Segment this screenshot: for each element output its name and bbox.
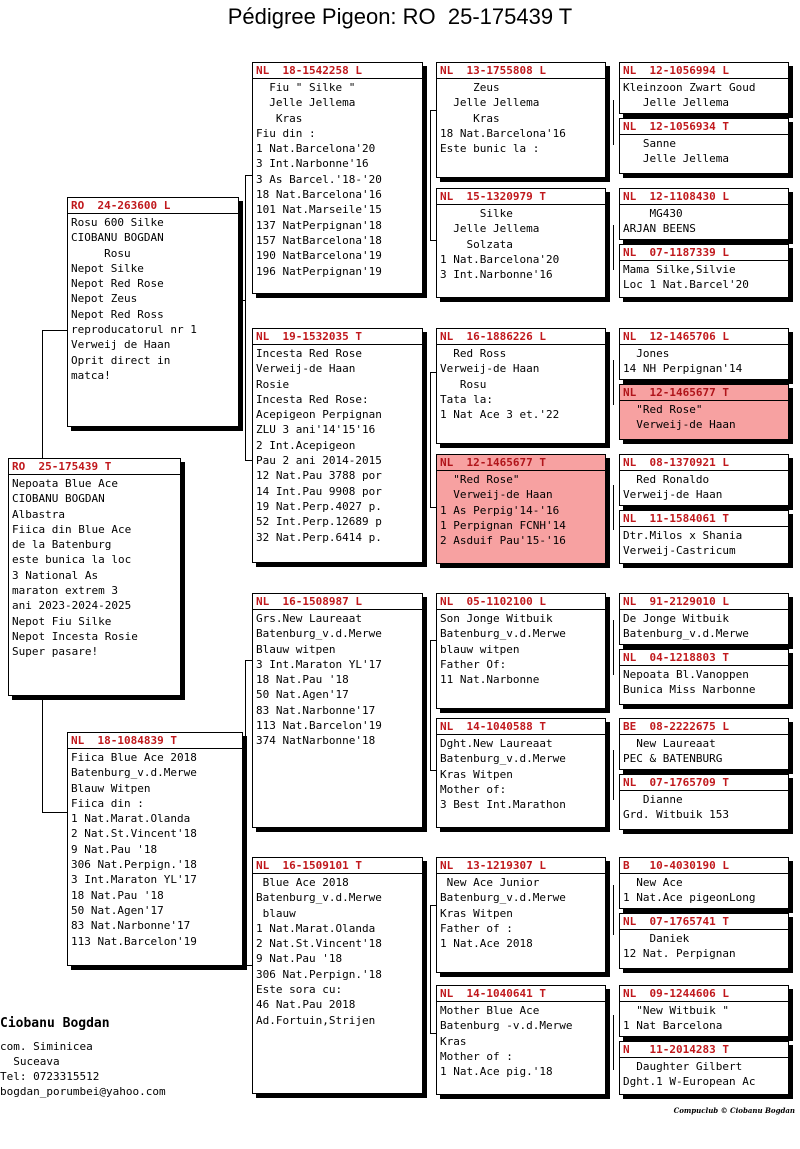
text-line: de la Batenburg <box>12 538 112 552</box>
connector-line <box>42 330 43 460</box>
pedigree-card-dam-dam[interactable] <box>252 857 423 1094</box>
text-line: Incesta Red Rose: <box>256 392 369 406</box>
connector-line <box>613 225 614 270</box>
text-line: Father of : <box>440 921 513 935</box>
connector-line <box>613 360 614 405</box>
text-line: Verweij de Haan <box>71 338 171 352</box>
text-line: Jelle Jellema <box>623 96 729 110</box>
ring-number: NL 12-1056934 T <box>620 119 788 135</box>
ring-number: NL 15-1320979 T <box>437 189 605 205</box>
ring-number: NL 18-1084839 T <box>68 733 242 749</box>
text-line: 374 NatNarbonne'18 <box>256 734 376 748</box>
text-line: New Laureaat <box>623 737 716 750</box>
text-line: Kras <box>440 1034 467 1048</box>
text-line: Red Ross <box>440 347 507 360</box>
text-line: Rosu <box>440 377 487 391</box>
text-line: Nepot Incesta Rosie <box>12 629 138 643</box>
ring-number: NL 07-1187339 L <box>620 245 788 261</box>
ring-number: NL 12-1056994 L <box>620 63 788 79</box>
text-line: 3 Best Int.Marathon <box>440 798 566 812</box>
bird-notes <box>620 930 788 963</box>
ring-number: NL 91-2129010 L <box>620 594 788 610</box>
bird-notes <box>437 79 605 157</box>
text-line: com. Siminicea <box>0 1040 93 1053</box>
ring-number: N 11-2014283 T <box>620 1042 788 1058</box>
text-line: 1 Nat.Ace 2018 <box>440 937 533 951</box>
text-line: 18 Nat.Pau '18 <box>256 673 349 687</box>
text-line: Acepigeon Perpignan <box>256 408 382 422</box>
text-line: blauw witpen <box>440 642 520 656</box>
text-line: Loc 1 Nat.Barcel'20 <box>623 278 749 292</box>
text-line: Ad.Fortuin,Strijen <box>256 1013 376 1027</box>
text-line: Verweij-de Haan <box>623 488 723 502</box>
text-line: 1 Nat Ace 3 et.'22 <box>440 408 560 422</box>
pedigree-card-g6[interactable] <box>619 384 789 440</box>
text-line: Jelle Jellema <box>623 152 729 166</box>
bird-notes <box>253 610 422 750</box>
text-line: 2 Int.Acepigeon <box>256 438 356 452</box>
pedigree-card-g16[interactable] <box>619 1041 789 1095</box>
connector-line <box>613 485 614 530</box>
bird-notes <box>620 205 788 238</box>
text-line: 1 Nat Barcelona <box>623 1019 723 1033</box>
bird-notes <box>620 874 788 907</box>
text-line: 11 Nat.Narbonne <box>440 673 540 687</box>
connector-line <box>613 885 614 935</box>
text-line: 1 Nat.Ace pigeonLong <box>623 891 756 905</box>
text-line: 1 Nat.Marat.Olanda <box>71 812 191 826</box>
text-line: New Ace <box>623 876 683 889</box>
text-line: 18 Nat.Pau '18 <box>71 888 164 902</box>
text-line: 50 Nat.Agen'17 <box>71 903 164 917</box>
text-line: 2 Nat.St.Vincent'18 <box>71 827 197 841</box>
ring-number: NL 18-1542258 L <box>253 63 422 79</box>
ring-number: NL 09-1244606 L <box>620 986 788 1002</box>
text-line: reproducatorul nr 1 <box>71 323 197 337</box>
pedigree-card-g7[interactable] <box>619 454 789 506</box>
pedigree-card-sdd[interactable] <box>436 454 606 564</box>
bird-notes <box>437 610 605 688</box>
bird-notes <box>253 874 422 1029</box>
text-line: 18 Nat.Barcelona'16 <box>440 126 566 140</box>
text-line: Oprit direct in <box>71 353 171 367</box>
ring-number: RO 25-175439 T <box>9 459 180 475</box>
text-line: Bunica Miss Narbonne <box>623 683 756 697</box>
bird-notes <box>620 1002 788 1035</box>
text-line: Este sora cu: <box>256 983 343 997</box>
bird-notes <box>620 791 788 824</box>
text-line: Verweij-de Haan <box>440 488 553 502</box>
bird-notes <box>620 1058 788 1091</box>
text-line: Batenburg_v.d.Merwe <box>440 752 566 766</box>
pedigree-card-sss[interactable] <box>436 62 606 178</box>
text-line: 3 Int.Narbonne'16 <box>440 268 553 282</box>
ring-number: NL 12-1465706 L <box>620 329 788 345</box>
pedigree-card-g9[interactable] <box>619 593 789 645</box>
text-line: Nepot Zeus <box>71 292 138 306</box>
text-line: Jones <box>623 347 670 360</box>
text-line: 83 Nat.Narbonne'17 <box>71 919 191 933</box>
text-line: Nepot Silke <box>71 261 144 275</box>
text-line: Sanne <box>623 137 676 150</box>
connector-line <box>42 812 68 813</box>
pedigree-card-dam-sire[interactable] <box>252 593 423 828</box>
text-line: 83 Nat.Narbonne'17 <box>256 703 376 717</box>
pedigree-card-g12[interactable] <box>619 774 789 830</box>
text-line: Mama Silke,Silvie <box>623 263 736 276</box>
text-line: Red Ronaldo <box>623 473 710 486</box>
text-line: 113 Nat.Barcelon'19 <box>71 934 197 948</box>
connector-line <box>613 100 614 145</box>
text-line: Dtr.Milos x Shania <box>623 529 743 542</box>
text-line: Nepot Fiu Silke <box>12 614 112 628</box>
pedigree-card-ddd[interactable] <box>436 985 606 1095</box>
bird-notes <box>620 471 788 504</box>
text-line: Jelle Jellema <box>440 96 540 110</box>
pedigree-card-sire-sire[interactable] <box>252 62 423 294</box>
text-line: De Jonge Witbuik <box>623 612 729 625</box>
ring-number: BE 08-2222675 L <box>620 719 788 735</box>
text-line: Batenburg_v.d.Merwe <box>440 627 566 641</box>
bird-notes <box>620 261 788 294</box>
ring-number: NL 12-1465677 T <box>620 385 788 401</box>
text-line: ZLU 3 ani'14'15'16 <box>256 423 376 437</box>
text-line: este bunica la loc <box>12 553 132 567</box>
pedigree-card-dam[interactable] <box>67 732 243 966</box>
owner-contact <box>0 1039 240 1099</box>
text-line: Fiica Blue Ace 2018 <box>71 751 197 764</box>
text-line: Silke <box>440 207 513 220</box>
ring-number: NL 14-1040588 T <box>437 719 605 735</box>
text-line: Rosu <box>71 246 131 260</box>
pedigree-card-g1[interactable] <box>619 62 789 114</box>
pedigree-card-dsd[interactable] <box>436 718 606 828</box>
text-line: 3 Int.Narbonne'16 <box>256 157 369 171</box>
text-line: Nepoata Blue Ace <box>12 477 118 490</box>
pedigree-card-dds[interactable] <box>436 857 606 973</box>
text-line: 46 Nat.Pau 2018 <box>256 998 356 1012</box>
pedigree-card-g4[interactable] <box>619 244 789 298</box>
pedigree-card-sire-dam[interactable] <box>252 328 423 563</box>
text-line: Tel: 0723315512 <box>0 1070 100 1083</box>
connector-line <box>245 460 252 461</box>
text-line: 1 Nat.Barcelona'20 <box>256 142 376 156</box>
text-line: Kras <box>256 111 303 125</box>
text-line: "Red Rose" <box>623 403 703 416</box>
text-line: 2 Nat.St.Vincent'18 <box>256 937 382 951</box>
text-line: Jelle Jellema <box>256 96 356 110</box>
connector-line <box>613 1015 614 1070</box>
pedigree-card-ssd[interactable] <box>436 188 606 298</box>
ring-number: NL 11-1584061 T <box>620 511 788 527</box>
text-line: Incesta Red Rose <box>256 347 362 360</box>
text-line: 3 Int.Maraton YL'17 <box>256 657 382 671</box>
page-title: Pédigree Pigeon: RO 25-175439 T <box>227 4 573 29</box>
pedigree-card-subject[interactable] <box>8 458 181 696</box>
connector-line <box>430 640 431 770</box>
text-line: ani 2023-2024-2025 <box>12 599 132 613</box>
text-line: CIOBANU BOGDAN <box>12 492 105 506</box>
bird-notes <box>68 214 238 384</box>
pedigree-card-dss[interactable] <box>436 593 606 709</box>
text-line: Super pasare! <box>12 645 99 659</box>
pedigree-card-g5[interactable] <box>619 328 789 380</box>
text-line: 14 NH Perpignan'14 <box>623 362 743 376</box>
text-line: 137 NatPerpignan'18 <box>256 218 382 232</box>
text-line: Nepoata Bl.Vanoppen <box>623 668 749 681</box>
pedigree-card-g10[interactable] <box>619 649 789 705</box>
pedigree-card-g2[interactable] <box>619 118 789 174</box>
text-line: Solzata <box>440 237 513 251</box>
ring-number: NL 14-1040641 T <box>437 986 605 1002</box>
bird-notes <box>253 345 422 546</box>
bird-notes <box>437 1002 605 1080</box>
connector-line <box>245 660 252 661</box>
text-line: Blauw witpen <box>256 642 336 656</box>
text-line: bogdan_porumbei@yahoo.com <box>0 1085 166 1098</box>
text-line: 157 NatBarcelona'18 <box>256 233 382 247</box>
text-line: "Red Rose" <box>440 473 520 486</box>
text-line: Tata la: <box>440 392 493 406</box>
text-line: Batenburg_v.d.Merwe <box>623 627 749 641</box>
text-line: Rosie <box>256 377 290 391</box>
text-line: MG430 <box>623 207 683 220</box>
text-line: 12 Nat. Perpignan <box>623 947 736 961</box>
text-line: 2 Asduif Pau'15-'16 <box>440 534 566 548</box>
ring-number: B 10-4030190 L <box>620 858 788 874</box>
ring-number: NL 12-1108430 L <box>620 189 788 205</box>
connector-line <box>430 905 431 1033</box>
text-line: 101 Nat.Marseile'15 <box>256 203 382 217</box>
owner-name: Ciobanu Bogdan <box>0 1016 110 1031</box>
bird-notes <box>620 527 788 560</box>
text-line: maraton extrem 3 <box>12 584 118 598</box>
ring-number: NL 07-1765709 T <box>620 775 788 791</box>
bird-notes <box>437 345 605 423</box>
ring-number: NL 13-1219307 L <box>437 858 605 874</box>
bird-notes <box>9 475 180 661</box>
text-line: 1 As Perpig'14-'16 <box>440 503 560 517</box>
ring-number: NL 16-1508987 L <box>253 594 422 610</box>
text-line: 32 Nat.Perp.6414 p. <box>256 530 382 544</box>
text-line: 196 NatPerpignan'19 <box>256 264 382 278</box>
text-line: Mother Blue Ace <box>440 1004 540 1017</box>
text-line: Dianne <box>623 793 683 806</box>
text-line: matca! <box>71 368 111 382</box>
ring-number: RO 24-263600 L <box>68 198 238 214</box>
text-line: 50 Nat.Agen'17 <box>256 688 349 702</box>
ring-number: NL 19-1532035 T <box>253 329 422 345</box>
text-line: 1 Nat.Marat.Olanda <box>256 921 376 935</box>
connector-line <box>42 330 68 331</box>
bird-notes <box>68 749 242 950</box>
text-line: Kleinzoon Zwart Goud <box>623 81 756 94</box>
text-line: Batenburg_v.d.Merwe <box>440 891 566 905</box>
text-line: Kras Witpen <box>440 767 513 781</box>
ring-number: NL 13-1755808 L <box>437 63 605 79</box>
pedigree-card-sire[interactable] <box>67 197 239 427</box>
text-line: Jelle Jellema <box>440 222 540 236</box>
text-line: 1 Perpignan FCNH'14 <box>440 518 566 532</box>
bird-notes <box>620 401 788 434</box>
text-line: Kras Witpen <box>440 906 513 920</box>
bird-notes <box>437 205 605 283</box>
ring-number: NL 04-1218803 T <box>620 650 788 666</box>
connector-line <box>430 110 431 240</box>
text-line: 12 Nat.Pau 3788 por <box>256 469 382 483</box>
pedigree-card-sds[interactable] <box>436 328 606 444</box>
connector-line <box>613 750 614 800</box>
ring-number: NL 12-1465677 T <box>437 455 605 471</box>
connector-line <box>245 175 252 176</box>
connector-line <box>430 372 431 507</box>
text-line: Rosu 600 Silke <box>71 216 164 229</box>
text-line: Batenburg_v.d.Merwe <box>256 891 382 905</box>
text-line: Este bunic la : <box>440 142 540 156</box>
pedigree-card-g11[interactable] <box>619 718 789 770</box>
text-line: Dght.1 W-European Ac <box>623 1075 756 1089</box>
text-line: Batenburg_v.d.Merwe <box>256 627 382 641</box>
text-line: 52 Int.Perp.12689 p <box>256 515 382 529</box>
text-line: 113 Nat.Barcelon'19 <box>256 719 382 733</box>
connector-line <box>42 700 43 812</box>
bird-notes <box>253 79 422 280</box>
bird-notes <box>620 135 788 168</box>
text-line: CIOBANU BOGDAN <box>71 231 164 245</box>
text-line: Dght.New Laureaat <box>440 737 553 750</box>
text-line: 3 National As <box>12 568 99 582</box>
text-line: 3 As Barcel.'18-'20 <box>256 172 382 186</box>
pedigree-card-g13[interactable] <box>619 857 789 909</box>
pedigree-card-g3[interactable] <box>619 188 789 240</box>
bird-notes <box>620 735 788 768</box>
text-line: Verweij-Castricum <box>623 544 736 558</box>
text-line: 18 Nat.Barcelona'16 <box>256 188 382 202</box>
connector-line <box>238 300 245 301</box>
text-line: Zeus <box>440 81 500 94</box>
text-line: Mother of: <box>440 782 507 796</box>
text-line: Pau 2 ani 2014-2015 <box>256 454 382 468</box>
ring-number: NL 05-1102100 L <box>437 594 605 610</box>
connector-line <box>245 965 252 966</box>
bird-notes <box>620 345 788 378</box>
connector-line <box>245 660 246 965</box>
text-line: Fiica din Blue Ace <box>12 522 132 536</box>
text-line: New Ace Junior <box>440 876 540 889</box>
text-line: Daughter Gilbert <box>623 1060 743 1073</box>
bird-notes <box>437 471 605 549</box>
text-line: ARJAN BEENS <box>623 222 696 236</box>
text-line: Father Of: <box>440 657 507 671</box>
text-line: Daniek <box>623 932 690 945</box>
text-line: 306 Nat.Perpign.'18 <box>256 967 382 981</box>
text-line: 190 NatBarcelona'19 <box>256 249 382 263</box>
bird-notes <box>437 874 605 952</box>
text-line: "New Witbuik " <box>623 1004 729 1017</box>
text-line: Kras <box>440 111 500 125</box>
ring-number: NL 16-1886226 L <box>437 329 605 345</box>
text-line: Grd. Witbuik 153 <box>623 808 729 822</box>
text-line: Fiu din : <box>256 126 316 140</box>
bird-notes <box>620 79 788 112</box>
text-line: Blauw Witpen <box>71 781 151 795</box>
text-line: Batenburg -v.d.Merwe <box>440 1019 573 1033</box>
text-line: 14 Int.Pau 9908 por <box>256 484 382 498</box>
text-line: Verweij-de Haan <box>623 418 736 432</box>
ring-number: NL 16-1509101 T <box>253 858 422 874</box>
pedigree-card-g8[interactable] <box>619 510 789 564</box>
text-line: 1 Nat.Barcelona'20 <box>440 252 560 266</box>
bird-notes <box>620 610 788 643</box>
ring-number: NL 07-1765741 T <box>620 914 788 930</box>
text-line: Batenburg_v.d.Merwe <box>71 766 197 780</box>
text-line: 19 Nat.Perp.4027 p. <box>256 499 382 513</box>
ring-number: NL 08-1370921 L <box>620 455 788 471</box>
text-line: 306 Nat.Perpign.'18 <box>71 858 197 872</box>
pedigree-card-g14[interactable] <box>619 913 789 969</box>
connector-line <box>245 175 246 460</box>
text-line: Nepot Red Rose <box>71 277 164 291</box>
text-line: Suceava <box>0 1055 60 1068</box>
bird-notes <box>620 666 788 699</box>
text-line: Fiu " Silke " <box>256 81 356 94</box>
text-line: 9 Nat.Pau '18 <box>256 952 343 966</box>
text-line: Mother of : <box>440 1049 513 1063</box>
owner-info <box>0 1016 240 1099</box>
text-line: Grs.New Laureaat <box>256 612 362 625</box>
text-line: blauw <box>256 906 296 920</box>
footer-credit: Compuclub © Ciobanu Bogdan <box>673 1106 795 1115</box>
text-line: Blue Ace 2018 <box>256 876 349 889</box>
text-line: 9 Nat.Pau '18 <box>71 842 158 856</box>
connector-line <box>613 620 614 675</box>
pedigree-card-g15[interactable] <box>619 985 789 1037</box>
text-line: Fiica din : <box>71 796 144 810</box>
text-line: Nepot Red Ross <box>71 307 164 321</box>
text-line: 1 Nat.Ace pig.'18 <box>440 1065 553 1079</box>
bird-notes <box>437 735 605 813</box>
text-line: PEC & BATENBURG <box>623 752 723 766</box>
text-line: Albastra <box>12 507 65 521</box>
text-line: Verweij-de Haan <box>256 362 356 376</box>
text-line: Son Jonge Witbuik <box>440 612 553 625</box>
text-line: 3 Int.Maraton YL'17 <box>71 873 197 887</box>
text-line: Verweij-de Haan <box>440 362 540 376</box>
